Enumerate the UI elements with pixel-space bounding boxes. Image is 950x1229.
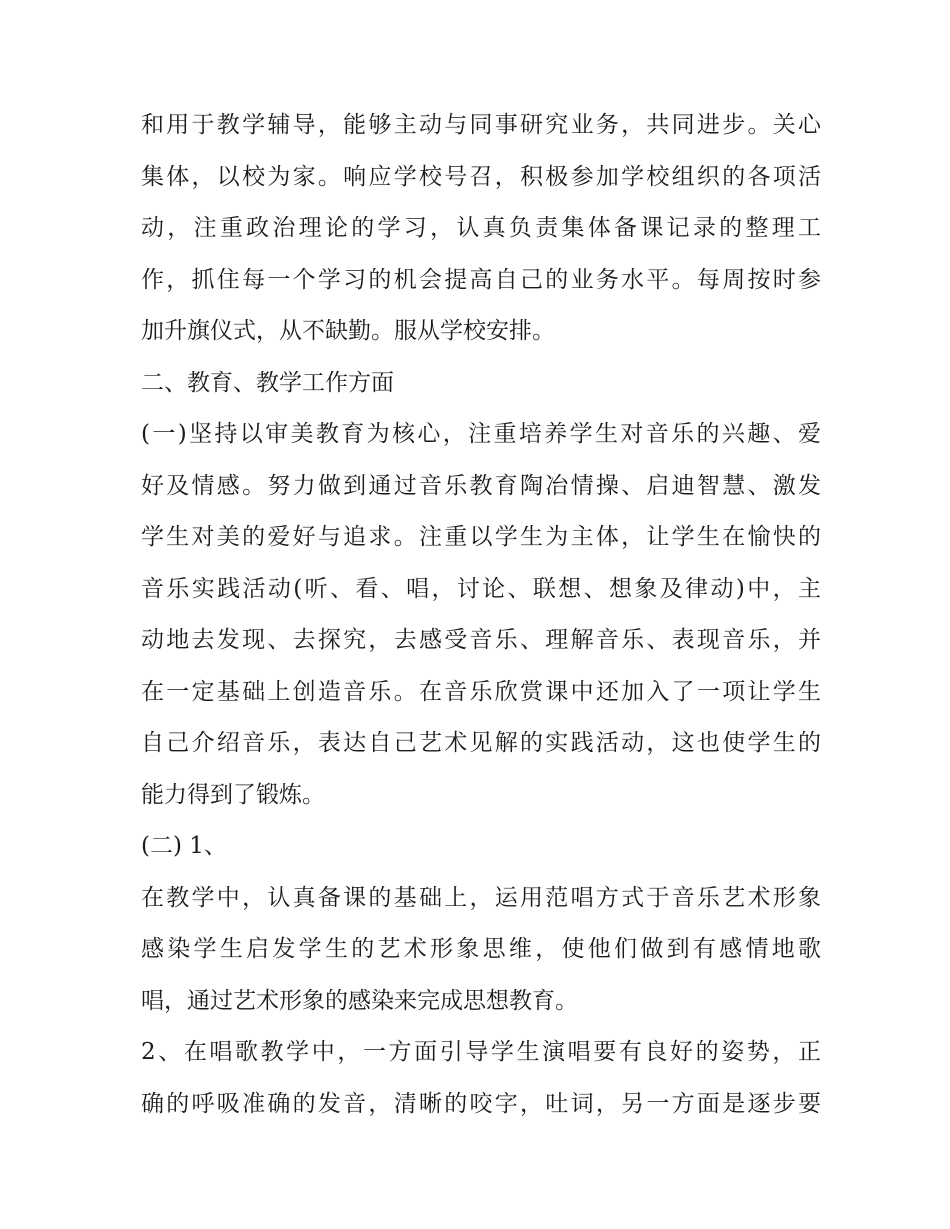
text-line: 作，抓住每一个学习的机会提高自己的业务水平。每周按时参 — [141, 266, 821, 293]
text-line: 学生对美的爱好与追求。注重以学生为主体，让学生在愉快的 — [141, 524, 821, 550]
section-heading: 二、教育、教学工作方面 — [141, 369, 394, 396]
text-line: 动地去发现、去探究，去感受音乐、理解音乐、表现音乐，并 — [141, 627, 821, 653]
text-line: (一)坚持以审美教育为核心，注重培养学生对音乐的兴趣、爱 — [141, 421, 821, 447]
text-line: 唱，通过艺术形象的感染来完成思想教育。 — [141, 987, 578, 1014]
sub-heading: (二) 1、 — [141, 833, 227, 859]
document-body — [141, 100, 821, 1130]
text-line: 和用于教学辅导，能够主动与同事研究业务，共同进步。关心 — [141, 112, 821, 138]
text-line: 在一定基础上创造音乐。在音乐欣赏课中还加入了一项让学生 — [141, 678, 821, 705]
text-line: 能力得到了锻炼。 — [141, 781, 325, 808]
text-line: 音乐实践活动(听、看、唱，讨论、联想、想象及律动)中，主 — [141, 575, 821, 602]
text-line: 自己介绍音乐，表达自己艺术见解的实践活动，这也使学生的 — [141, 730, 821, 756]
text-line: 2、在唱歌教学中，一方面引导学生演唱要有良好的姿势，正 — [141, 1039, 821, 1065]
text-line: 确的呼吸准确的发音，清晰的咬字，吐词，另一方面是逐步要 — [141, 1090, 821, 1117]
text-line: 集体，以校为家。响应学校号召，积极参加学校组织的各项活 — [141, 163, 821, 190]
text-line: 动，注重政治理论的学习，认真负责集体备课记录的整理工 — [141, 215, 821, 241]
text-line: 加升旗仪式，从不缺勤。服从学校安排。 — [141, 318, 555, 344]
text-line: 好及情感。努力做到通过音乐教育陶冶情操、启迪智慧、激发 — [141, 472, 821, 499]
text-line: 在教学中，认真备课的基础上，运用范唱方式于音乐艺术形象 — [141, 884, 821, 911]
text-line: 感染学生启发学生的艺术形象思维，使他们做到有感情地歌 — [141, 936, 821, 962]
